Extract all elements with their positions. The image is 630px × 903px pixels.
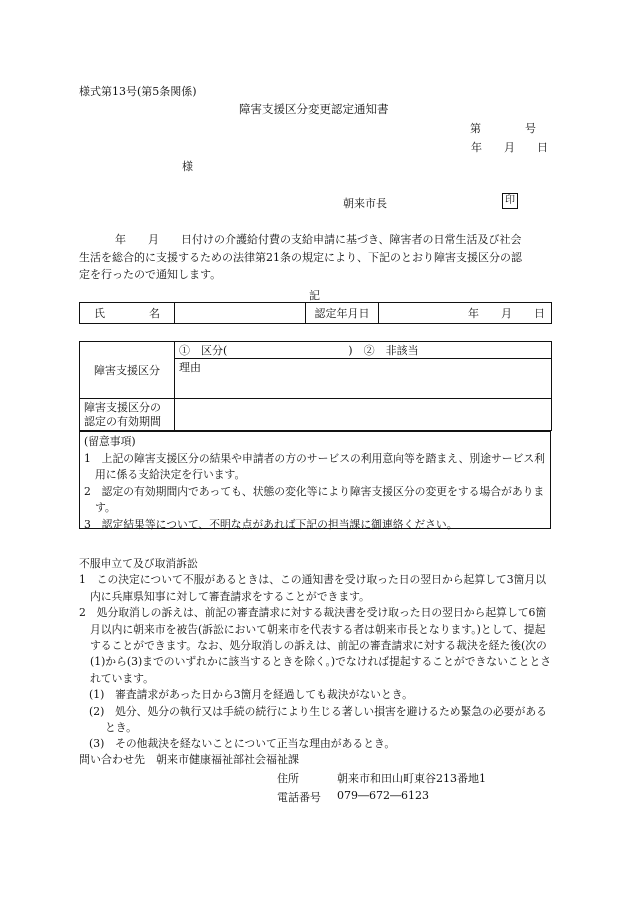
ki-heading: 記 xyxy=(309,289,320,302)
validity-label-line-1: 障害支援区分の xyxy=(84,400,161,414)
address-label: 住所 xyxy=(277,772,299,785)
notes-item-3: 3 認定結果等について、不明な点があれば下記の担当課に御連絡ください。 xyxy=(84,517,458,531)
notes-item-2: 2 認定の有効期間内であっても、状態の変化等により障害支援区分の変更をする場合があります。 xyxy=(84,484,545,514)
body-line-1: 年 月 日付けの介護給付費の支給申請に基づき、障害者の日常生活及び社会 xyxy=(115,233,522,246)
body-line-3: 定を行ったので通知します。 xyxy=(79,268,222,281)
appeal-item-2: 2 処分取消しの訴えは、前記の審査請求に対する裁決書を受け取った日の翌日から起算して6箇月以内に朝来市を被告(訴訟において朝来市を代表する者は朝来市長となります。)として、提起することができます。なお、処分取消しの訴えは、前記の審査請求に対する裁決を経た後(次の(1)から(3)までのいずれかに該当するときを除く。)でなければ提起することができないこととされています。 xyxy=(79,606,552,685)
phone-label: 電話番号 xyxy=(277,791,321,804)
body-paragraph xyxy=(79,231,551,284)
address-value: 朝来市和田山町東谷213番地1 xyxy=(337,772,486,785)
document-number: 第 号 xyxy=(470,122,536,135)
class-options: ① 区分( ) ② 非該当 xyxy=(175,342,552,359)
form-number: 様式第13号(第5条関係) xyxy=(79,85,197,98)
cert-date-value: 年 月 日 xyxy=(379,303,552,324)
appeal-sub-2: (2) 処分、処分の執行又は手続の続行により生じる著しい損害を避けるため緊急の必要があるとき。 xyxy=(89,704,547,735)
phone-value: 079―672―6123 xyxy=(337,789,429,802)
validity-value xyxy=(175,399,552,431)
class-reason: 理由 xyxy=(175,359,552,399)
appeal-heading: 不服申立て及び取消訴訟 xyxy=(79,557,198,570)
class-table xyxy=(79,341,552,431)
validity-label xyxy=(80,399,175,431)
name-value xyxy=(175,303,306,324)
appeal-sub-1: (1) 審査請求があった日から3箇月を経過しても裁決がないとき。 xyxy=(89,688,413,702)
appeal-item-1: 1 この決定について不服があるときは、この通知書を受け取った日の翌日から起算して3箇月以内に兵庫県知事に対して審査請求をすることができます。 xyxy=(79,573,546,603)
appeal-sub-3: (3) その他裁決を経ないことについて正当な理由があるとき。 xyxy=(89,737,396,751)
seal-mark: 印 xyxy=(502,193,518,209)
class-label: 障害支援区分 xyxy=(80,342,175,399)
name-label: 氏 名 xyxy=(80,303,175,324)
notes-item-1: 1 上記の障害支援区分の結果や申請者の方のサービスの利用意向等を踏まえ、別途サービス利用に係る支給決定を行います。 xyxy=(84,451,545,481)
notes-box xyxy=(79,431,551,529)
body-line-2: 生活を総合的に支援するための法律第21条の規定により、下記のとおり障害支援区分の認 xyxy=(79,250,522,264)
issuer-name: 朝来市長 xyxy=(343,197,387,210)
notes-heading: (留意事項) xyxy=(84,435,136,448)
validity-label-line-2: 認定の有効期間 xyxy=(84,414,161,428)
document-title: 障害支援区分変更認定通知書 xyxy=(239,102,389,116)
info-table xyxy=(79,302,552,324)
addressee-suffix: 様 xyxy=(182,160,193,173)
appeal-section xyxy=(79,556,555,753)
contact-label: 問い合わせ先 朝来市健康福祉部社会福祉課 xyxy=(79,753,299,766)
cert-date-label: 認定年月日 xyxy=(306,303,379,324)
issue-date: 年 月 日 xyxy=(471,141,548,154)
